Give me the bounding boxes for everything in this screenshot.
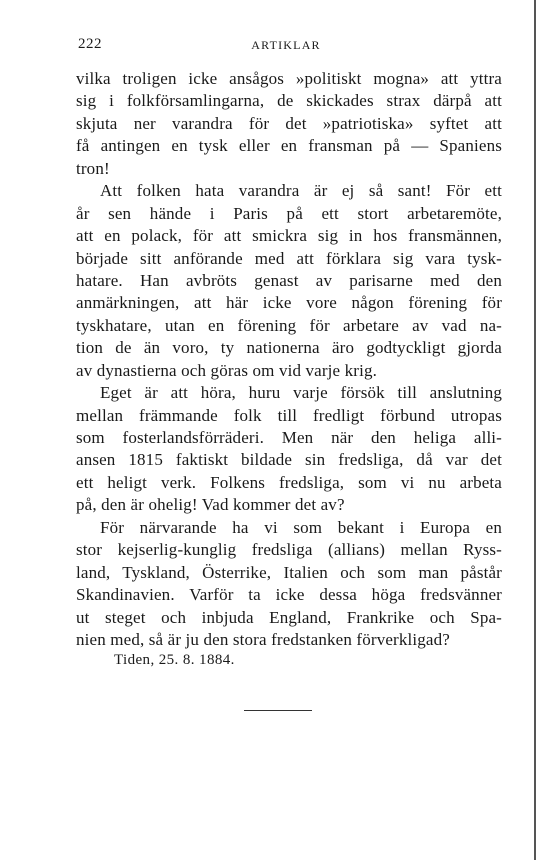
article-body [76,68,502,651]
text-line: tion de än voro, ty nationerna äro godtyckligt gjorda [76,338,502,358]
text-line: på, den är ohelig! Vad kommer det av? [76,495,345,515]
text-line: att en polack, för att smickra sig in hos fransmännen, [76,226,502,246]
source-date-signature: Tiden, 25. 8. 1884. [114,652,235,668]
text-line: började sitt anförande med att förklara sig vara tysk- [76,248,502,268]
text-line: sig i folkförsamlingarna, de skickades strax därpå att [76,91,502,111]
text-line: skjuta ner varandra för det »patriotiska» syftet att [76,113,502,133]
text-line: ut steget och inbjuda England, Frankrike och Spa- [76,607,502,627]
text-line: år sen hände i Paris på ett stort arbetaremöte, [76,203,502,223]
text-line: nien med, så är ju den stora fredstanken förverkligad? [76,629,450,649]
end-rule [244,710,312,711]
text-line: tron! [76,158,110,178]
text-line: hatare. Han avbröts genast av parisarne med den [76,270,502,290]
text-line: av dynastierna och göras om vid varje krig. [76,360,378,380]
page-number: 222 [78,36,102,52]
text-line: få antingen en tysk eller en fransman på — Spaniens [76,136,502,156]
text-line: ansen 1815 faktiskt bildade sin fredsliga, då var det [76,450,502,470]
text-line: ett heligt verk. Folkens fredsliga, som vi nu arbeta [76,472,502,492]
text-line: som fosterlandsförräderi. Men när den heliga alli- [76,428,502,447]
running-head: ARTIKLAR [251,38,321,52]
text-line: mellan främmande folk till fredligt förbund utropas [76,405,502,425]
text-line: tyskhatare, utan en förening för arbetare av vad na- [76,315,502,335]
text-line: stor kejserlig-kunglig fredsliga (allians) mellan Ryss- [76,540,502,560]
text-line: För närvarande ha vi som bekant i Europa en [100,517,502,537]
text-line: Skandinavien. Varför ta icke dessa höga fredsvänner [76,585,502,605]
text-line: Eget är att höra, huru varje försök till anslutning [100,383,502,403]
text-line: vilka troligen icke ansågos »politiskt mogna» att yttra [76,69,502,88]
text-line: land, Tyskland, Österrike, Italien och som man påstår [76,562,502,582]
text-line: Att folken hata varandra är ej så sant! För ett [100,181,502,201]
text-line: anmärkningen, att här icke vore någon förening för [76,293,502,313]
